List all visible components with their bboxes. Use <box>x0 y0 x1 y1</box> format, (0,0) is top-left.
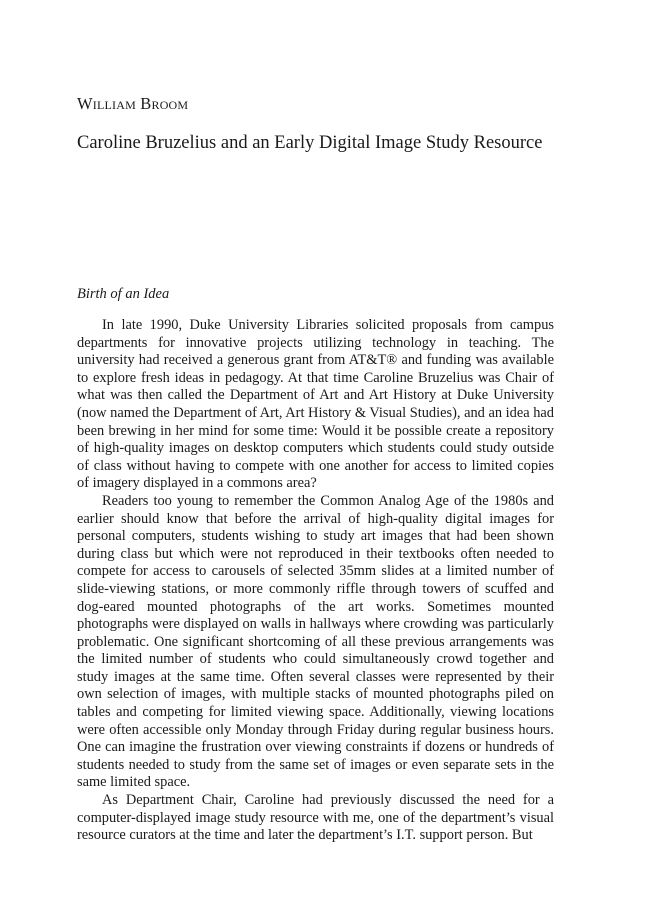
paragraph-2: Readers too young to remember the Common Analog Age of the 1980s and earlier should know that before the arrival of high-quality digital images for personal computers, students wishing to study art images that had been shown during class but which were not reproduced in their textbooks often needed to compete for access to carousels of selected 35mm slides at a limited number of slide-viewing stations, or more commonly riffle through towers of scuffed and dog-eared mounted photographs of the art works. Sometimes mounted photographs were displayed on walls in hallways where crowding was particularly problematic. One significant shortcoming of all these previous arrangements was the limited number of students who could simultaneously crowd together and study images at the same time. Often several classes were represented by their own selection of images, with multiple stacks of mounted photographs piled on tables and competing for limited viewing space. Additionally, viewing locations were often accessible only Monday through Friday during regular business hours. One can imagine the frustration over viewing constraints if dozens or hundreds of students needed to study from the same set of images or even separate sets in the same limited space. <box>77 492 554 791</box>
author-name: William Broom <box>77 94 189 113</box>
body-text <box>77 317 554 845</box>
section-heading: Birth of an Idea <box>77 286 170 302</box>
paragraph-3: As Department Chair, Caroline had previously discussed the need for a computer-displayed image study resource with me, one of the department’s visual resource curators at the time and later the department’s I.T. support person. But <box>77 792 554 844</box>
paragraph-1: In late 1990, Duke University Libraries solicited proposals from campus departments for innovative projects utilizing technology in teaching. The university had received a generous grant from AT&T® and funding was available to explore fresh ideas in pedagogy. At that time Caroline Bruzelius was Chair of what was then called the Department of Art and Art History at Duke University (now named the Department of Art, Art History & Visual Studies), and an idea had been brewing in her mind for some time: Would it be possible create a repository of high-quality images on desktop computers which students could study outside of class without having to compete with one another for access to limited copies of imagery displayed in a commons area? <box>77 317 554 492</box>
chapter-title: Caroline Bruzelius and an Early Digital Image Study Resource <box>77 133 543 153</box>
